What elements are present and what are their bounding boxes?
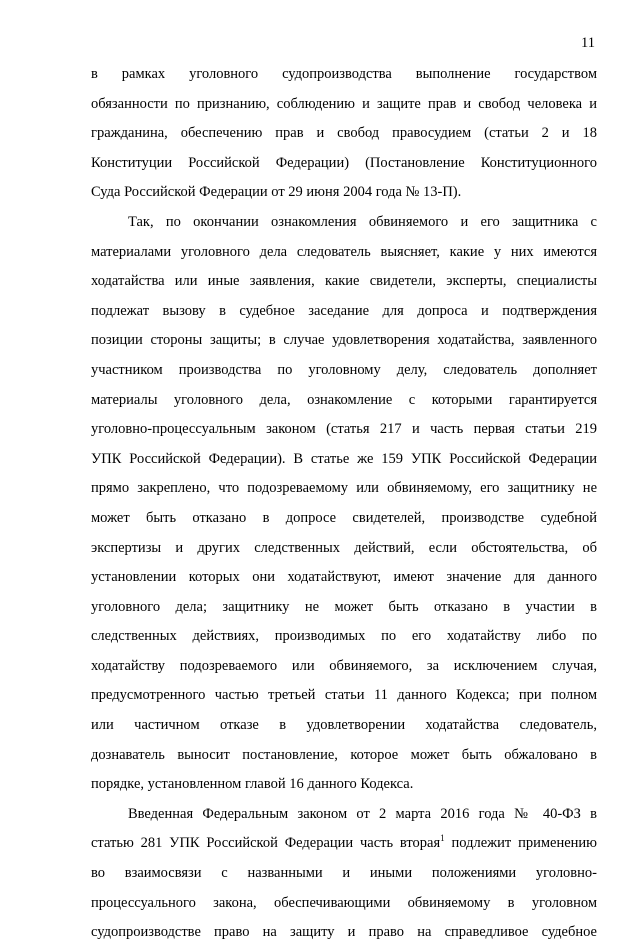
text-line: уголовного дела; защитнику не может быть отказано в участии в bbox=[91, 598, 597, 615]
text-line: или частичном отказе в удовлетворении ходатайства следователь, bbox=[91, 717, 597, 734]
text-line: уголовно-процессуальным законом (статья 217 и часть первая статьи 219 bbox=[91, 421, 597, 438]
text-line: обязанности по признанию, соблюдению и защите прав и свобод человека и bbox=[91, 95, 597, 112]
text-line: дознаватель выносит постановление, которое может быть обжаловано в bbox=[91, 746, 597, 763]
page-number: 11 bbox=[581, 35, 595, 51]
text-line: гражданина, обеспечению прав и свобод правосудием (статьи 2 и 18 bbox=[91, 125, 597, 142]
text-line: порядке, установленном главой 16 данного Кодекса. bbox=[91, 776, 414, 793]
text-line: Введенная Федеральным законом от 2 марта 2016 года № 40-ФЗ в bbox=[128, 805, 597, 822]
text-line: предусмотренного частью третьей статьи 11 данного Кодекса; при полном bbox=[91, 687, 597, 704]
text-segment: подлежит применению bbox=[444, 835, 597, 852]
text-line: установлении которых они ходатайствуют, имеют значение для данного bbox=[91, 569, 597, 586]
text-line: Суда Российской Федерации от 29 июня 2004 года № 13-П). bbox=[91, 184, 462, 201]
text-line-with-footnote bbox=[91, 829, 597, 859]
text-line: процессуального закона, обеспечивающими обвиняемому в уголовном bbox=[91, 894, 597, 911]
paragraph-2 bbox=[91, 208, 597, 800]
text-line: во взаимосвязи с названными и иными положениями уголовно- bbox=[91, 865, 597, 882]
body-text bbox=[91, 60, 597, 948]
text-line: Конституции Российской Федерации) (Постановление Конституционного bbox=[91, 154, 597, 171]
text-line: участником производства по уголовному делу, следователь дополняет bbox=[91, 361, 597, 378]
footnote-mark[interactable]: 1 bbox=[440, 833, 445, 844]
text-line: материалами уголовного дела следователь выясняет, какие у них имеются bbox=[91, 243, 597, 260]
text-line: УПК Российской Федерации). В статье же 159 УПК Российской Федерации bbox=[91, 450, 597, 467]
text-segment: статью 281 УПК Российской Федерации часть вторая bbox=[91, 835, 441, 852]
text-line: ходатайства или иные заявления, какие свидетели, эксперты, специалисты bbox=[91, 273, 597, 290]
text-line: может быть отказано в допросе свидетелей, производстве судебной bbox=[91, 509, 597, 526]
text-line: в рамках уголовного судопроизводства выполнение государством bbox=[91, 66, 597, 82]
text-line: ходатайству подозреваемого или обвиняемого, за исключением случая, bbox=[91, 657, 597, 674]
paragraph-1 bbox=[91, 60, 597, 208]
paragraph-3 bbox=[91, 800, 597, 948]
text-line: подлежат вызову в судебное заседание для допроса и подтверждения bbox=[91, 302, 597, 319]
text-line: экспертизы и других следственных действий, если обстоятельства, об bbox=[91, 539, 597, 556]
text-line: материалы уголовного дела, ознакомление с которыми гарантируется bbox=[91, 391, 597, 408]
text-line: судопроизводстве право на защиту и право на справедливое судебное bbox=[91, 924, 597, 941]
text-line: прямо закреплено, что подозреваемому или обвиняемому, его защитнику не bbox=[91, 480, 597, 497]
text-line: Так, по окончании ознакомления обвиняемого и его защитника с bbox=[128, 213, 597, 230]
text-line: следственных действиях, производимых по его ходатайству либо по bbox=[91, 628, 597, 645]
text-line: позиции стороны защиты; в случае удовлетворения ходатайства, заявленного bbox=[91, 332, 597, 349]
